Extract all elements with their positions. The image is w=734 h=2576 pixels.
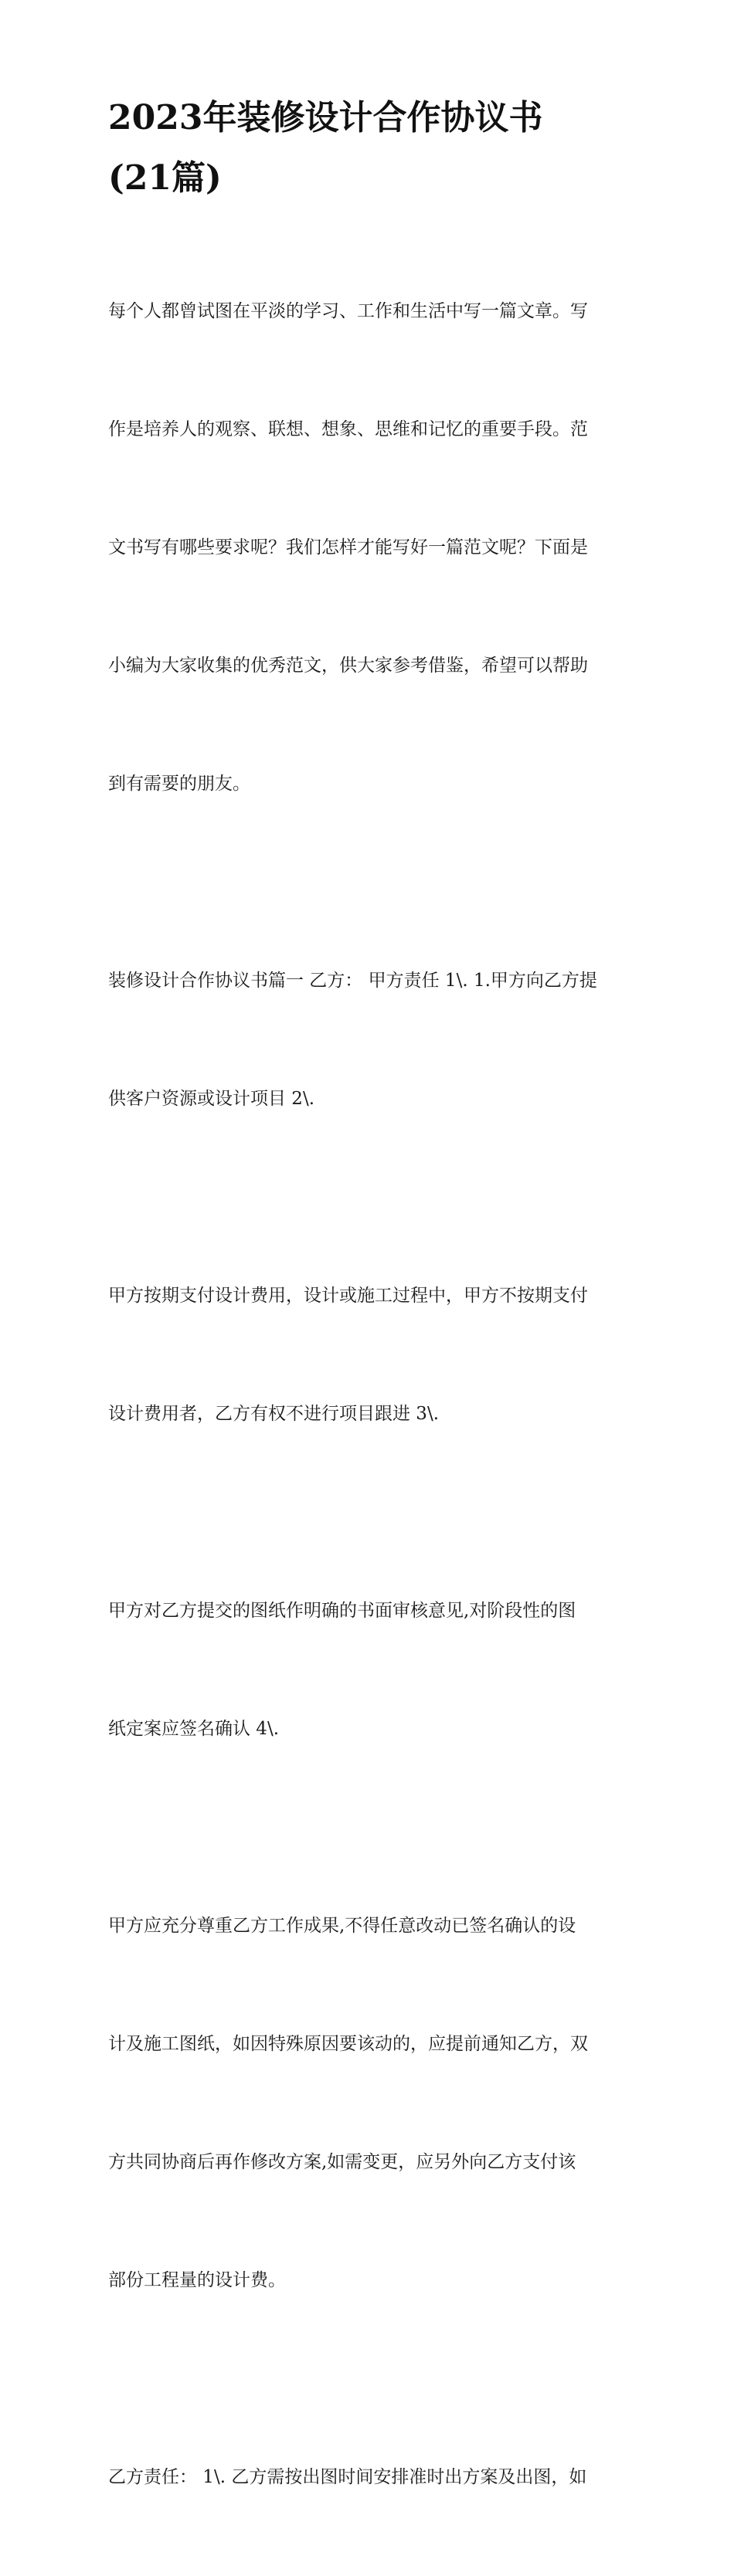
text-line: 乙方责任： 1\. 乙方需按出图时间安排准时出方案及出图，如 <box>108 2467 587 2487</box>
payment-paragraph <box>108 1198 634 1513</box>
review-paragraph <box>108 1513 634 1828</box>
text-line: 作是培养人的观察、联想、想象、思维和记忆的重要手段。范 <box>108 419 588 439</box>
text-line: 甲方对乙方提交的图纸作明确的书面审核意见,对阶段性的图 <box>108 1601 576 1621</box>
respect-work-paragraph <box>108 1828 634 2379</box>
text-line: 装修设计合作协议书篇一 乙方： 甲方责任 1\. 1.甲方向乙方提 <box>108 971 597 991</box>
text-line: 小编为大家收集的优秀范文，供大家参考借鉴，希望可以帮助 <box>108 656 588 676</box>
text-line: 方共同协商后再作修改方案,如需变更，应另外向乙方支付该 <box>108 2152 576 2172</box>
intro-paragraph <box>108 213 634 883</box>
text-line: 部份工程量的设计费。 <box>108 2270 286 2290</box>
text-line: 纸定案应签名确认 4\. <box>108 1719 280 1739</box>
title-line-2: (21篇) <box>108 158 222 198</box>
title-line-1: 2023年装修设计合作协议书 <box>108 98 543 137</box>
text-line: 文书写有哪些要求呢？我们怎样才能写好一篇范文呢？下面是 <box>108 537 588 558</box>
text-line: 供客户资源或设计项目 2\. <box>108 1089 315 1109</box>
text-line: 到有需要的朋友。 <box>108 774 250 794</box>
text-line: 每个人都曾试图在平淡的学习、工作和生活中写一篇文章。写 <box>108 301 588 321</box>
text-line: 甲方按期支付设计费用，设计或施工过程中，甲方不按期支付 <box>108 1286 588 1306</box>
document-title <box>108 88 634 208</box>
document-body <box>108 213 634 2576</box>
party-a-duties-paragraph <box>108 883 634 1198</box>
text-line: 甲方应充分尊重乙方工作成果,不得任意改动已签名确认的设 <box>108 1916 576 1936</box>
party-b-duties-paragraph <box>108 2379 634 2576</box>
text-line: 计及施工图纸，如因特殊原因要该动的，应提前通知乙方，双 <box>108 2034 588 2054</box>
text-line: 设计费用者，乙方有权不进行项目跟进 3\. <box>108 1404 440 1424</box>
